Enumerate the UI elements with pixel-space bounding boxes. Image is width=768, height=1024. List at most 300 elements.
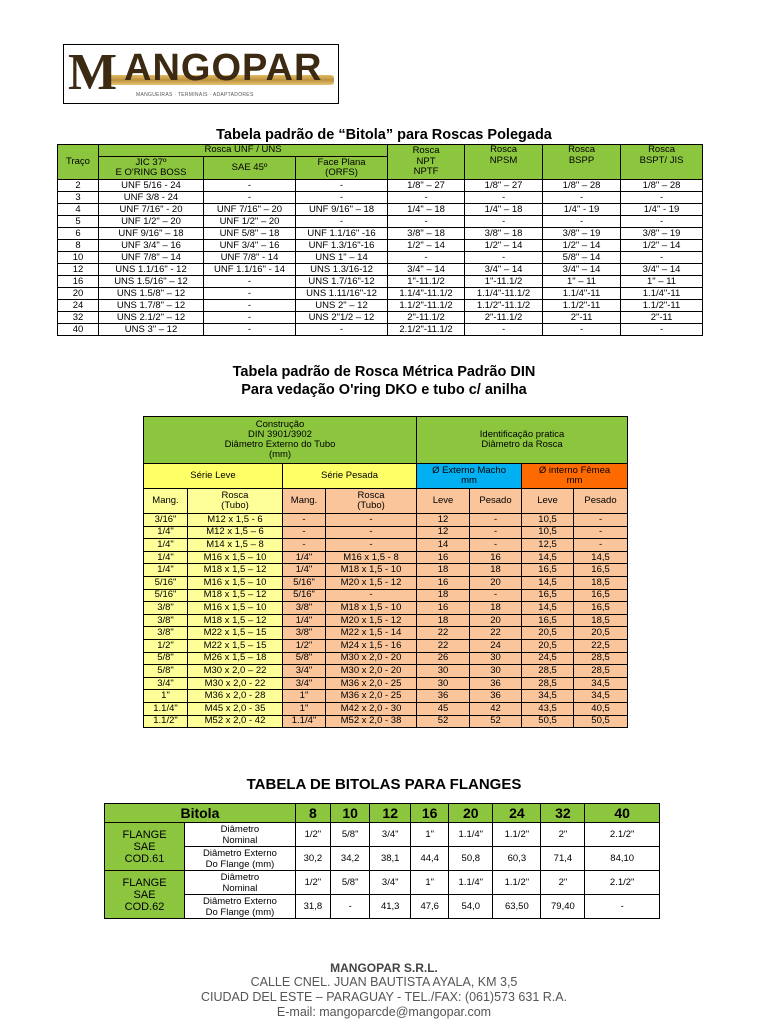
table-cell: 20 (470, 614, 522, 627)
h-rosca-pesada: Rosca (Tubo) (326, 489, 417, 514)
table-cell: 1"-11.1/2 (388, 276, 465, 288)
table-cell: 1/4" - 19 (543, 204, 621, 216)
table-cell: - (465, 192, 543, 204)
table-cell: 24 (470, 639, 522, 652)
table-cell: UNS 2"1/2 – 12 (296, 312, 388, 324)
table-cell: M36 x 2,0 - 25 (326, 677, 417, 690)
table-cell: - (470, 589, 522, 602)
size-header: 24 (493, 804, 541, 823)
table2-title-2: Para vedação O'ring DKO e tubo c/ anilha (241, 382, 527, 398)
size-header: 40 (585, 804, 660, 823)
table-cell: 22 (417, 639, 470, 652)
h-mang-leve: Mang. (144, 489, 188, 514)
table-cell: 28,5 (574, 652, 628, 665)
h-traco: Traço (58, 145, 99, 180)
table-cell: UNF 7/16" – 20 (204, 204, 296, 216)
table-cell: 10,5 (522, 514, 574, 527)
table-cell: - (621, 252, 703, 264)
table-cell: - (388, 216, 465, 228)
h-pesado-macho: Pesado (470, 489, 522, 514)
table-cell: 34,2 (330, 847, 369, 871)
table-cell: - (621, 324, 703, 336)
table-row (144, 539, 628, 552)
table-cell: 63,50 (493, 895, 541, 919)
table-cell: - (326, 514, 417, 527)
table-cell: - (543, 324, 621, 336)
table-cell: 28,5 (574, 665, 628, 678)
table-cell: 5/8" (330, 823, 369, 847)
table-row (144, 715, 628, 728)
table-cell: 54,0 (449, 895, 493, 919)
table-cell: 2" (541, 871, 585, 895)
table-cell: 2.1/2" (585, 823, 660, 847)
table-cell: 52 (417, 715, 470, 728)
table-cell: - (283, 514, 326, 527)
logo-tagline: MANGUEIRAS · TERMINAIS · ADAPTADORES (136, 92, 254, 98)
size-header: 32 (541, 804, 585, 823)
table-cell: - (470, 514, 522, 527)
table-cell: 1.1/2"-11.1/2 (465, 300, 543, 312)
table-cell: 1.1/4" (449, 871, 493, 895)
table-cell: - (326, 589, 417, 602)
table-cell: 26 (417, 652, 470, 665)
table-cell: 79,40 (541, 895, 585, 919)
table-cell: M26 x 1,5 – 18 (188, 652, 283, 665)
table-cell: 43,5 (522, 702, 574, 715)
size-header: 8 (295, 804, 330, 823)
table-cell: 1/2" – 14 (388, 240, 465, 252)
table-cell: 24,5 (522, 652, 574, 665)
table-cell: 3/8" – 18 (465, 228, 543, 240)
table-cell: 5/8" (144, 665, 188, 678)
table-cell: 36 (470, 690, 522, 703)
footer-company: MANGOPAR S.R.L. (330, 961, 438, 975)
h-interno-femea: Ø interno Fêmea mm (522, 464, 628, 489)
table-row (144, 576, 628, 589)
table-cell: UNF 9/16" – 18 (296, 204, 388, 216)
table-cell: 47,6 (411, 895, 449, 919)
table-row (58, 264, 703, 276)
table-cell: 16 (58, 276, 99, 288)
table-cell: 1/4" (283, 551, 326, 564)
table-cell: - (470, 526, 522, 539)
h-unf: Rosca UNF / UNS (99, 145, 388, 157)
table-cell: 5/8" (283, 652, 326, 665)
table-row (58, 228, 703, 240)
table-cell: UNF 1/2" – 20 (99, 216, 204, 228)
table-cell: - (204, 312, 296, 324)
h-serie-pesada: Série Pesada (283, 464, 417, 489)
table-cell: UNF 1/2" – 20 (204, 216, 296, 228)
label-externo: Diâmetro Externo Do Flange (mm) (185, 895, 296, 919)
table-cell: 1/2" (283, 639, 326, 652)
table-cell: 1/8" – 27 (465, 180, 543, 192)
footer-email[interactable]: E-mail: mangoparcde@mangopar.com (276, 1005, 492, 1019)
h-sae: SAE 45º (204, 157, 296, 180)
table-cell: 1.1/2"-11 (543, 300, 621, 312)
table-cell: 12,5 (522, 539, 574, 552)
table-cell: 3/4" (370, 823, 411, 847)
footer-city-phone: CIUDAD DEL ESTE – PARAGUAY - TEL./FAX: (061)573 631 R.A. (200, 990, 568, 1004)
table-row (105, 847, 660, 871)
table-cell: M16 x 1,5 – 10 (188, 576, 283, 589)
table-cell: 20 (470, 576, 522, 589)
table-cell: UNS 1.5/16" – 12 (99, 276, 204, 288)
h-npt: Rosca NPT NPTF (388, 145, 465, 180)
table-cell: 45 (417, 702, 470, 715)
table-cell: 3/4" – 14 (388, 264, 465, 276)
table-row (144, 627, 628, 640)
table-cell: 3/8" (144, 602, 188, 615)
table-cell: M18 x 1,5 - 10 (326, 564, 417, 577)
table-cell: 1" (411, 823, 449, 847)
table-cell: 24 (58, 300, 99, 312)
table-cell: 1/2" – 14 (543, 240, 621, 252)
table-cell: 41,3 (370, 895, 411, 919)
table-cell: M52 x 2,0 - 42 (188, 715, 283, 728)
table-cell: 16,5 (574, 589, 628, 602)
table-row (144, 614, 628, 627)
table-row (144, 564, 628, 577)
table-cell: 60,3 (493, 847, 541, 871)
table-cell: 2"-11 (543, 312, 621, 324)
table-cell: UNF 5/8" – 18 (204, 228, 296, 240)
table-cell: UNS 1.5/8" – 12 (99, 288, 204, 300)
table-cell: UNF 3/4" – 16 (99, 240, 204, 252)
table-cell: 5/8" (330, 871, 369, 895)
table-cell: 14 (417, 539, 470, 552)
table-cell: 8 (58, 240, 99, 252)
table-cell: 30 (470, 652, 522, 665)
table-cell: - (204, 324, 296, 336)
table-cell: 50,8 (449, 847, 493, 871)
table-cell: - (621, 216, 703, 228)
flange-header-row (105, 804, 660, 823)
table-cell: M22 x 1,5 – 15 (188, 627, 283, 640)
table-row (144, 526, 628, 539)
table-cell: 52 (470, 715, 522, 728)
table-cell: 3/8" (144, 627, 188, 640)
table-cell: 5 (58, 216, 99, 228)
table-cell: 2" (541, 823, 585, 847)
table-cell: 22 (417, 627, 470, 640)
h-externo-macho: Ø Externo Macho mm (417, 464, 522, 489)
table-cell: 31,8 (295, 895, 330, 919)
table-cell: 20 (58, 288, 99, 300)
table-cell: 38,1 (370, 847, 411, 871)
table-row (105, 823, 660, 847)
table-cell: 3/4" – 14 (465, 264, 543, 276)
table-cell: UNF 9/16" – 18 (99, 228, 204, 240)
table-cell: 1.1/4"-11.1/2 (388, 288, 465, 300)
table-cell: M52 x 2,0 - 38 (326, 715, 417, 728)
size-header: 16 (411, 804, 449, 823)
table-cell: - (204, 288, 296, 300)
table-cell: - (388, 192, 465, 204)
table-cell: - (326, 539, 417, 552)
table-cell: 14,5 (574, 551, 628, 564)
size-header: 20 (449, 804, 493, 823)
table-cell: 28,5 (522, 665, 574, 678)
table-cell: UNF 5/16 - 24 (99, 180, 204, 192)
table-cell: 44,4 (411, 847, 449, 871)
inch-thread-table (57, 144, 703, 336)
table-cell: M18 x 1,5 – 12 (188, 614, 283, 627)
table-cell: 3/4" (283, 665, 326, 678)
table-cell: 16,5 (574, 602, 628, 615)
table-cell: - (204, 300, 296, 312)
table-cell: UNS 1.3/16-12 (296, 264, 388, 276)
table-cell: UNF 7/16" - 20 (99, 204, 204, 216)
table-cell: 18,5 (574, 614, 628, 627)
table-cell: 1.1/2" (144, 715, 188, 728)
table-cell: M30 x 2,0 - 20 (326, 665, 417, 678)
table-row (58, 204, 703, 216)
table-row (58, 192, 703, 204)
table-row (58, 300, 703, 312)
table-row (144, 602, 628, 615)
table-row (58, 312, 703, 324)
label-nominal: Diâmetro Nominal (185, 871, 296, 895)
table-cell: 1/2" – 14 (465, 240, 543, 252)
table-row (144, 690, 628, 703)
table-cell: M14 x 1,5 – 8 (188, 539, 283, 552)
table-cell: M30 x 2,0 - 20 (326, 652, 417, 665)
size-header: 12 (370, 804, 411, 823)
table-cell: - (574, 539, 628, 552)
table-cell: UNS 1.7/8" – 12 (99, 300, 204, 312)
h-bspp: Rosca BSPP (543, 145, 621, 180)
table-cell: 40 (58, 324, 99, 336)
table-cell: 16 (470, 551, 522, 564)
table-cell: M16 x 1,5 - 8 (326, 551, 417, 564)
table-cell: - (574, 514, 628, 527)
table-cell: M36 x 2,0 - 25 (326, 690, 417, 703)
table-cell: 1/8" – 27 (388, 180, 465, 192)
table-cell: 3/8" (283, 602, 326, 615)
table-cell: - (296, 324, 388, 336)
table-cell: - (283, 539, 326, 552)
table-cell: 18 (470, 602, 522, 615)
table-cell: 18 (417, 614, 470, 627)
table-cell: UNF 7/8" – 14 (99, 252, 204, 264)
table-cell: M45 x 2,0 - 35 (188, 702, 283, 715)
table-cell: 22,5 (574, 639, 628, 652)
mangopar-logo (63, 44, 339, 104)
table-cell: 14,5 (522, 576, 574, 589)
table-cell: 10 (58, 252, 99, 264)
table-cell: 16,5 (574, 564, 628, 577)
table-row (58, 180, 703, 192)
table-cell: M20 x 1,5 - 12 (326, 576, 417, 589)
table-cell: 20,5 (574, 627, 628, 640)
table-cell: 2.1/2"-11.1/2 (388, 324, 465, 336)
table-row (144, 665, 628, 678)
table-cell: 4 (58, 204, 99, 216)
table-cell: 2.1/2" (585, 871, 660, 895)
flange-cod62-label: FLANGE SAE COD.62 (105, 871, 185, 919)
table-cell: 1/4" (283, 564, 326, 577)
table-cell: M22 x 1,5 – 15 (188, 639, 283, 652)
table-row (144, 652, 628, 665)
table-cell: UNF 3/8 - 24 (99, 192, 204, 204)
table-cell: 71,4 (541, 847, 585, 871)
table-cell: 20,5 (522, 639, 574, 652)
table-cell: M24 x 1,5 - 16 (326, 639, 417, 652)
h-mang-pesada: Mang. (283, 489, 326, 514)
table-cell: - (204, 192, 296, 204)
table-cell: 1.1/4"-11.1/2 (465, 288, 543, 300)
table-cell: 50,5 (574, 715, 628, 728)
table-row (105, 895, 660, 919)
table-cell: 1/4" (283, 614, 326, 627)
footer (0, 961, 768, 1020)
table-cell: 32 (58, 312, 99, 324)
table-cell: 18 (470, 564, 522, 577)
h-jic: JIC 37º E O'RING BOSS (99, 157, 204, 180)
table-cell: 1/8" – 28 (543, 180, 621, 192)
table-cell: 3/8" – 18 (388, 228, 465, 240)
table-cell: UNS 1.11/16"-12 (296, 288, 388, 300)
table-cell: 1/2" (144, 639, 188, 652)
table-cell: 1/4" (144, 564, 188, 577)
table-cell: UNF 7/8" - 14 (204, 252, 296, 264)
table-row (105, 871, 660, 895)
table-cell: - (296, 192, 388, 204)
table-cell: 5/16" (144, 589, 188, 602)
table-cell: - (388, 252, 465, 264)
table-cell: - (283, 526, 326, 539)
table-cell: M18 x 1,5 - 10 (326, 602, 417, 615)
table-row (58, 324, 703, 336)
table-cell: 1" – 11 (621, 276, 703, 288)
table-cell: M30 x 2,0 – 22 (188, 665, 283, 678)
logo-word: ANGOPAR (124, 47, 323, 89)
table-cell: - (296, 180, 388, 192)
table-cell: UNF 1.1/16" -16 (296, 228, 388, 240)
h-identificacao: Identificação pratica Diâmetro da Rosca (417, 417, 628, 464)
table-cell: 1" (411, 871, 449, 895)
table-cell: 84,10 (585, 847, 660, 871)
table-cell: 30 (417, 665, 470, 678)
table-cell: 36 (470, 677, 522, 690)
h-bspt: Rosca BSPT/ JIS (621, 145, 703, 180)
table-cell: M16 x 1,5 – 10 (188, 551, 283, 564)
table-cell: 36 (417, 690, 470, 703)
table-cell: 3/4" (370, 871, 411, 895)
table-cell: UNS 3" – 12 (99, 324, 204, 336)
table-cell: 1/4" – 18 (465, 204, 543, 216)
table-cell: 30 (417, 677, 470, 690)
table-cell: - (585, 895, 660, 919)
table-cell: UNS 2.1/2" – 12 (99, 312, 204, 324)
table-cell: 14,5 (522, 602, 574, 615)
table-cell: 18 (417, 564, 470, 577)
h-npsm: Rosca NPSM (465, 145, 543, 180)
table-cell: - (326, 526, 417, 539)
table-cell: 2"-11.1/2 (388, 312, 465, 324)
table-cell: 3/4" (283, 677, 326, 690)
table-cell: 30 (470, 665, 522, 678)
table-cell: M30 x 2,0 - 22 (188, 677, 283, 690)
table-cell: UNS 2" – 12 (296, 300, 388, 312)
table-row (58, 276, 703, 288)
table3-title: TABELA DE BITOLAS PARA FLANGES (246, 776, 522, 793)
h-serie-leve: Série Leve (144, 464, 283, 489)
table-cell: 3/16" (144, 514, 188, 527)
table-cell: 1"-11.1/2 (465, 276, 543, 288)
table-cell: 1.1/4"-11 (621, 288, 703, 300)
table-cell: - (543, 216, 621, 228)
table-cell: - (465, 252, 543, 264)
table-cell: 1/8" – 28 (621, 180, 703, 192)
table-cell: UNS 1.7/16"-12 (296, 276, 388, 288)
table-cell: 5/8" (144, 652, 188, 665)
table-cell: - (330, 895, 369, 919)
table-cell: 1/2" (295, 823, 330, 847)
table-row (58, 252, 703, 264)
table-cell: 1" – 11 (543, 276, 621, 288)
table-cell: 1/4" - 19 (621, 204, 703, 216)
table-cell: UNF 1.1/16" - 14 (204, 264, 296, 276)
table-cell: 10,5 (522, 526, 574, 539)
label-nominal: Diâmetro Nominal (185, 823, 296, 847)
table-cell: - (470, 539, 522, 552)
table-cell: - (296, 216, 388, 228)
table-cell: 22 (470, 627, 522, 640)
table-cell: 50,5 (522, 715, 574, 728)
table-cell: M36 x 2,0 - 28 (188, 690, 283, 703)
table-cell: 16 (417, 576, 470, 589)
table-cell: 12 (58, 264, 99, 276)
table-cell: 34,5 (574, 690, 628, 703)
table-cell: 42 (470, 702, 522, 715)
table-cell: 1.1/2" (493, 871, 541, 895)
table-cell: M20 x 1,5 - 12 (326, 614, 417, 627)
table-row (144, 589, 628, 602)
table-cell: M16 x 1,5 – 10 (188, 602, 283, 615)
h-bitola: Bitola (105, 804, 296, 823)
table-cell: 12 (417, 526, 470, 539)
flange-cod61-label: FLANGE SAE COD.61 (105, 823, 185, 871)
table-cell: 18,5 (574, 576, 628, 589)
table-cell: M12 x 1,5 - 6 (188, 514, 283, 527)
table-cell: 34,5 (574, 677, 628, 690)
table-cell: 5/16" (144, 576, 188, 589)
table-cell: 1.1/2"-11 (621, 300, 703, 312)
table-cell: 1/4" (144, 551, 188, 564)
table-cell: 28,5 (522, 677, 574, 690)
table-cell: 40,5 (574, 702, 628, 715)
table-row (144, 677, 628, 690)
table-cell: 1/2" (295, 871, 330, 895)
table-cell: 16 (417, 602, 470, 615)
table-cell: 16,5 (522, 589, 574, 602)
size-header: 10 (330, 804, 369, 823)
table-cell: 5/16" (283, 576, 326, 589)
table-cell: UNF 1.3/16"-16 (296, 240, 388, 252)
table-cell: 3/8" – 19 (543, 228, 621, 240)
table-cell: 3/4" – 14 (621, 264, 703, 276)
table-cell: 16 (417, 551, 470, 564)
table-cell: 5/8" – 14 (543, 252, 621, 264)
table-cell: 1" (283, 690, 326, 703)
table-cell: 1.1/4" (449, 823, 493, 847)
label-externo: Diâmetro Externo Do Flange (mm) (185, 847, 296, 871)
table-cell: 1/4" (144, 526, 188, 539)
table-cell: M22 x 1,5 - 14 (326, 627, 417, 640)
table-cell: 1.1/4" (283, 715, 326, 728)
